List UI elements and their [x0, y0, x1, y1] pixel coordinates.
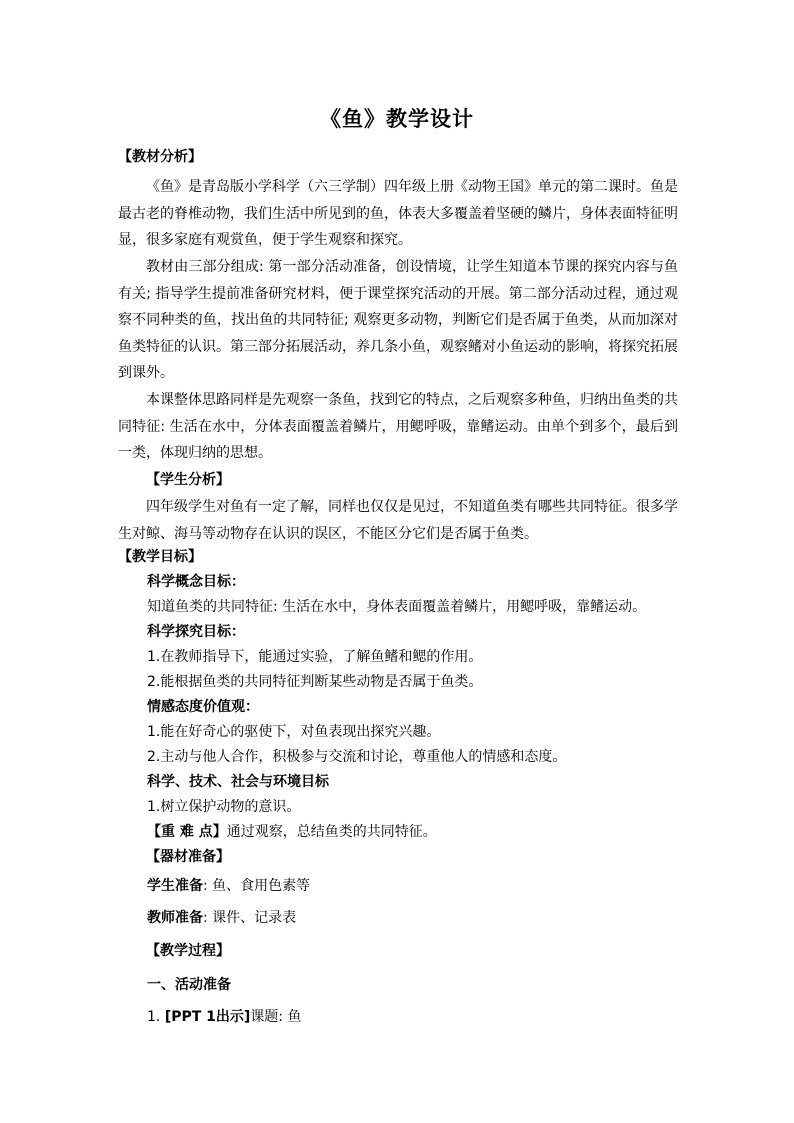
- section-heading-teaching-goals: 【教学目标】: [118, 549, 202, 565]
- section-heading-textbook-analysis: 【教材分析】: [118, 149, 202, 165]
- process-step-1-text: 课题: 鱼: [250, 1009, 302, 1025]
- section-heading-teaching-process: 【教学过程】: [146, 943, 230, 959]
- stse-goal-heading: 科学、技术、社会与环境目标: [147, 774, 329, 790]
- inquiry-goal-heading: 科学探究目标：: [147, 624, 245, 640]
- teacher-materials-line: [147, 907, 296, 929]
- student-materials-text: : 鱼、食用色素等: [203, 878, 311, 894]
- student-materials-line: [147, 875, 310, 897]
- stse-goal-item-1: 1.树立保护动物的意识。: [147, 799, 301, 815]
- section-heading-student-analysis: 【学生分析】: [146, 472, 230, 488]
- concept-goal-text: 知道鱼类的共同特征: 生活在水中，身体表面覆盖着鳞片，用鳃呼吸，靠鳍运动。: [147, 599, 647, 615]
- student-analysis-paragraph: 四年级学生对鱼有一定了解，同样也仅仅是见过，不知道鱼类有哪些共同特征。很多学生对鲸、海马等动物存在认识的误区，不能区分它们是否属于鱼类。: [118, 499, 678, 542]
- attitude-goal-item-1: 1.能在好奇心的驱使下，对鱼表现出探究兴趣。: [147, 724, 441, 740]
- key-points-text: 通过观察，总结鱼类的共同特征。: [226, 824, 437, 840]
- textbook-analysis-paragraph-3: 本课整体思路同样是先观察一条鱼，找到它的特点，之后观察多种鱼，归纳出鱼类的共同特征: 生活在水中，分体表面覆盖着鳞片，用鳃呼吸，靠鳍运动。由单个到多个，最后到一类，体现归纳的思想。: [118, 392, 678, 461]
- inquiry-goal-item-2: 2.能根据鱼类的共同特征判断某些动物是否属于鱼类。: [147, 674, 483, 690]
- document-title: 《鱼》教学设计: [320, 107, 474, 131]
- student-materials-label: 学生准备: [147, 878, 203, 894]
- section-heading-materials: 【器材准备】: [146, 849, 230, 865]
- attitude-goal-item-2: 2.主动与他人合作，积极参与交流和讨论，尊重他人的情感和态度。: [147, 749, 567, 765]
- key-points-label: 【重 难 点】: [147, 824, 227, 840]
- attitude-goal-heading: 情感态度价值观：: [147, 699, 259, 715]
- teacher-materials-label: 教师准备: [147, 910, 203, 926]
- process-section-1-heading: 一、活动准备: [147, 977, 231, 993]
- textbook-analysis-paragraph-2: 教材由三部分组成: 第一部分活动准备，创设情境，让学生知道本节课的探究内容与鱼有关; 指导学生提前准备研究材料，便于课堂探究活动的开展。第二部分活动过程，通过观察不同种类的鱼，找出鱼的共同特征; 观察更多动物，判断它们是否属于鱼类，从而加深对鱼类特征的认识。第三部分拓展活动，养几条小鱼，观察鳍对小鱼运动的影响，将探究拓展到课外。: [118, 259, 678, 381]
- inquiry-goal-item-1: 1.在教师指导下，能通过实验，了解鱼鳍和鳃的作用。: [147, 649, 483, 665]
- process-step-1-ppt-tag: [PPT 1出示]: [164, 1009, 251, 1025]
- process-step-1-number: 1.: [147, 1009, 165, 1025]
- concept-goal-heading: 科学概念目标：: [147, 574, 245, 590]
- textbook-analysis-paragraph-1: 《鱼》是青岛版小学科学（六三学制）四年级上册《动物王国》单元的第二课时。鱼是最古老的脊椎动物，我们生活中所见到的鱼，体表大多覆盖着坚硬的鳞片，身体表面特征明显，很多家庭有观赏鱼，便于学生观察和探究。: [118, 179, 678, 248]
- key-points-line: [147, 821, 437, 843]
- process-step-1: [147, 1006, 301, 1028]
- teacher-materials-text: : 课件、记录表: [203, 910, 297, 926]
